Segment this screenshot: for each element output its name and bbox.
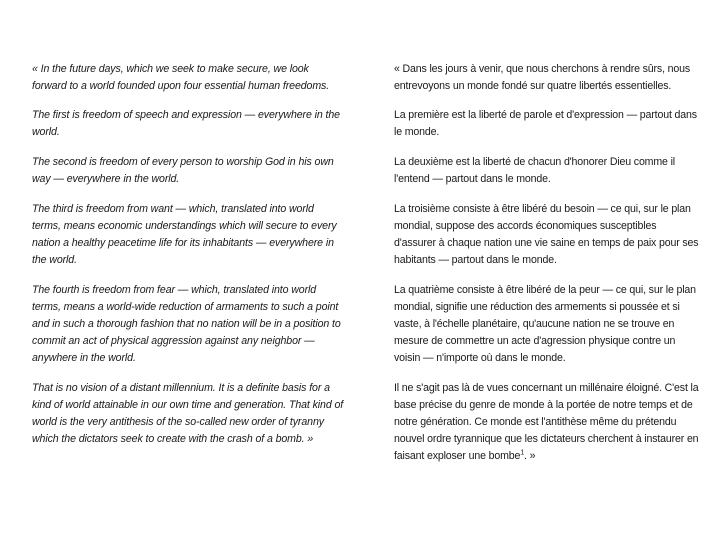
english-paragraph-second-freedom: The second is freedom of every person to worship God in his own way — everywhere in the world.	[32, 156, 334, 185]
english-paragraph-intro: « In the future days, which we seek to make secure, we look forward to a world founded upon four essential human freedoms.	[32, 63, 330, 92]
footnote-marker[interactable]: 1	[520, 449, 525, 457]
french-column	[394, 61, 700, 478]
french-paragraph-conclusion	[394, 380, 700, 465]
english-paragraph-fourth-freedom: The fourth is freedom from fear — which, translated into world terms, means a world-wide reduction of armaments to such a point and in such a thorough fashion that no nation will be in a position to commit an act of physical aggression against any neighbor — anywhere in the world.	[32, 284, 341, 364]
french-paragraph-first-freedom: La première est la liberté de parole et d'expression — partout dans le monde.	[394, 109, 697, 138]
french-closing-quote: . »	[524, 450, 536, 462]
french-paragraph-fourth-freedom: La quatrième consiste à être libéré de la peur — ce qui, sur le plan mondial, signifie une réduction des armements si poussée et si vaste, à l'échelle planétaire, qu'aucune nation ne se trouve en mesure de commettre un acte d'agression physique contre un voisin — n'importe où dans le monde.	[394, 284, 696, 364]
french-paragraph-second-freedom: La deuxième est la liberté de chacun d'honorer Dieu comme il l'entend — partout dans le monde.	[394, 156, 675, 185]
english-paragraph-third-freedom: The third is freedom from want — which, translated into world terms, means economic understandings which will secure to every nation a healthy peacetime life for its inhabitants — everywhere in the world.	[32, 203, 337, 266]
french-paragraph-intro: « Dans les jours à venir, que nous cherchons à rendre sûrs, nous entrevoyons un monde fondé sur quatre libertés essentielles.	[394, 63, 691, 92]
english-paragraph-first-freedom: The first is freedom of speech and expression — everywhere in the world.	[32, 109, 340, 138]
english-column	[32, 61, 344, 461]
english-paragraph-conclusion: That is no vision of a distant millennium. It is a definite basis for a kind of world attainable in our own time and generation. That kind of world is the very antithesis of the so-called new order of tyranny which the dictators seek to create with the crash of a bomb. »	[32, 382, 344, 445]
page-bottom-margin	[0, 484, 720, 540]
french-conclusion-text: Il ne s'agit pas là de vues concernant un millénaire éloigné. C'est la base précise du genre de monde à la portée de notre temps et de notre génération. Ce monde est l'antithèse même du prétendu nouvel ordre tyrannique que les dictateurs cherchent à instaurer en faisant exploser une bombe	[394, 382, 699, 462]
french-paragraph-third-freedom: La troisième consiste à être libéré du besoin — ce qui, sur le plan mondial, suppose des accords économiques susceptibles d'assurer à chaque nation une vie saine en temps de paix pour ses habitants — partout dans le monde.	[394, 203, 699, 266]
